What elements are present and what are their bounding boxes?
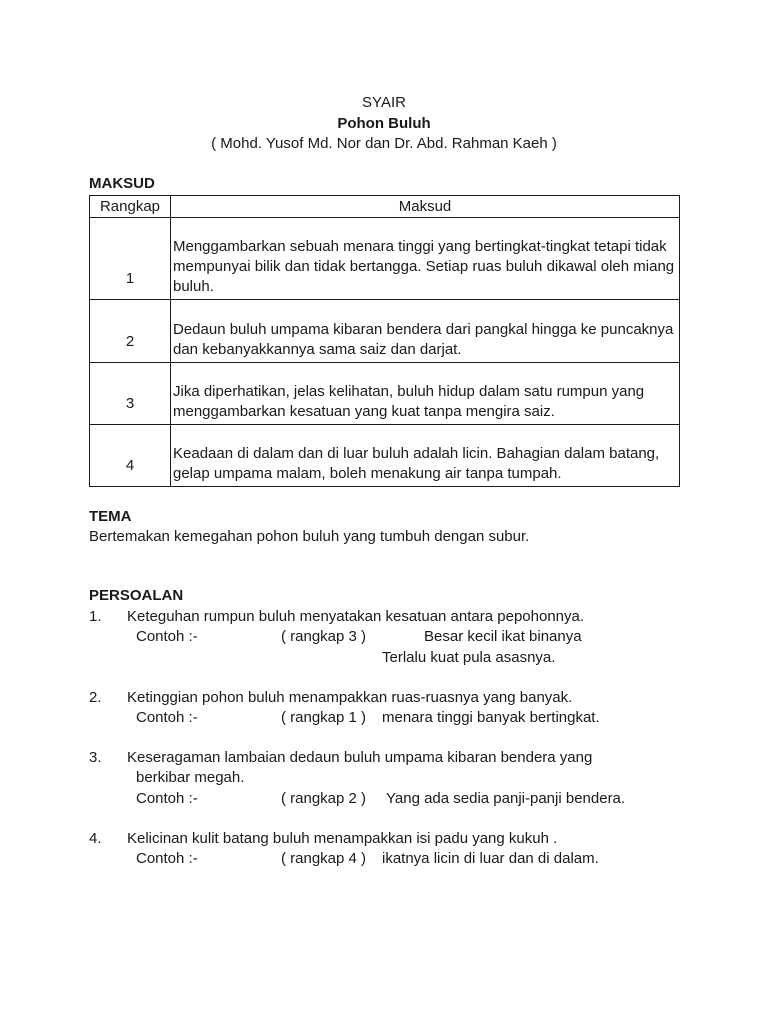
table-header-row	[90, 196, 680, 218]
table-row	[90, 363, 680, 425]
maksud-table	[89, 195, 680, 487]
item-text: Ketinggian pohon buluh menampakkan ruas-ruasnya yang banyak.	[127, 689, 573, 706]
rangkap-number: 4	[90, 425, 171, 487]
maksud-text: Dedaun buluh umpama kibaran bendera dari pangkal hingga ke puncaknya dan kebanyakkannya sama saiz dan darjat.	[171, 300, 680, 363]
item-text: Keseragaman lambaian dedaun buluh umpama kibaran bendera yang	[127, 749, 593, 766]
contoh-text: Yang ada sedia panji-panji bendera.	[386, 790, 626, 807]
item-text: Keteguhan rumpun buluh menyatakan kesatuan antara pepohonnya.	[127, 608, 585, 625]
tema-text: Bertemakan kemegahan pohon buluh yang tumbuh dengan subur.	[89, 528, 530, 545]
contoh-label: Contoh :-	[136, 709, 198, 726]
table-row	[90, 218, 680, 300]
maksud-text: Keadaan di dalam dan di luar buluh adalah licin. Bahagian dalam batang, gelap umpama malam, boleh menakung air tanpa tumpah.	[171, 425, 680, 487]
col-header-maksud: Maksud	[171, 196, 680, 218]
genre-label: SYAIR	[362, 94, 406, 111]
contoh-text-line2: Terlalu kuat pula asasnya.	[382, 649, 556, 666]
item-number: 4.	[89, 830, 102, 847]
contoh-label: Contoh :-	[136, 850, 198, 867]
tema-heading: TEMA	[89, 508, 132, 525]
rangkap-ref: ( rangkap 1 )	[281, 709, 367, 726]
item-text-line2: berkibar megah.	[136, 769, 245, 786]
item-text: Kelicinan kulit batang buluh menampakkan isi padu yang kukuh .	[127, 830, 558, 847]
poem-authors: ( Mohd. Yusof Md. Nor dan Dr. Abd. Rahman Kaeh )	[211, 135, 557, 152]
rangkap-ref: ( rangkap 4 )	[281, 850, 367, 867]
maksud-text: Menggambarkan sebuah menara tinggi yang bertingkat-tingkat tetapi tidak mempunyai bilik dan tidak bertangga. Setiap ruas buluh dikawal oleh miang buluh.	[171, 218, 680, 300]
rangkap-number: 2	[90, 300, 171, 363]
contoh-text: menara tinggi banyak bertingkat.	[382, 709, 600, 726]
item-number: 1.	[89, 608, 102, 625]
contoh-text: Besar kecil ikat binanya	[424, 628, 582, 645]
contoh-label: Contoh :-	[136, 790, 198, 807]
contoh-label: Contoh :-	[136, 628, 198, 645]
col-header-rangkap: Rangkap	[90, 196, 171, 218]
item-number: 3.	[89, 749, 102, 766]
contoh-text: ikatnya licin di luar dan di dalam.	[382, 850, 599, 867]
item-number: 2.	[89, 689, 102, 706]
rangkap-ref: ( rangkap 2 )	[281, 790, 367, 807]
maksud-heading: MAKSUD	[89, 175, 155, 192]
poem-title: Pohon Buluh	[337, 115, 431, 132]
persoalan-heading: PERSOALAN	[89, 587, 184, 604]
rangkap-ref: ( rangkap 3 )	[281, 628, 367, 645]
rangkap-number: 3	[90, 363, 171, 425]
table-row	[90, 425, 680, 487]
table-row	[90, 300, 680, 363]
rangkap-number: 1	[90, 218, 171, 300]
maksud-text: Jika diperhatikan, jelas kelihatan, buluh hidup dalam satu rumpun yang menggambarkan kesatuan yang kuat tanpa mengira saiz.	[171, 363, 680, 425]
